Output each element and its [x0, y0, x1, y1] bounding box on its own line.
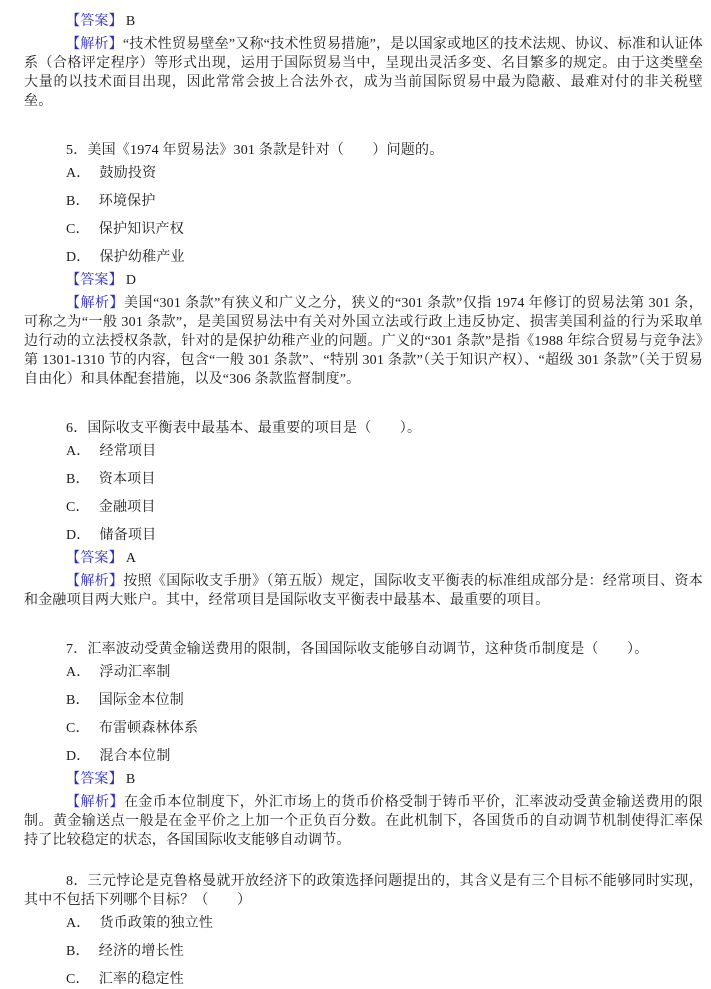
option-letter: A． [66, 916, 91, 931]
option-c [24, 498, 703, 517]
option-d [24, 248, 703, 267]
answer-value: A [125, 551, 137, 566]
option-d [24, 526, 703, 545]
option-letter: D． [66, 749, 91, 764]
question-stem: 7．汇率波动受黄金输送费用的限制，各国国际收支能够自动调节，这种货币制度是（ ）。 [66, 642, 649, 657]
answer-label: 【答案】 [66, 772, 123, 787]
option-letter: D． [66, 250, 91, 265]
option-c [24, 719, 703, 738]
option-text: 货币政策的独立性 [99, 916, 214, 931]
option-text: 经济的增长性 [98, 944, 184, 959]
analysis-label: 【解析】 [66, 296, 125, 311]
question-stem: 8．三元悖论是克鲁格曼就开放经济下的政策选择问题提出的，其含义是有三个目标不能够同时实现，其中不包括下列哪个目标？（ ） [24, 874, 703, 908]
option-letter: B． [66, 194, 90, 209]
option-letter: A． [66, 665, 91, 680]
option-text: 国际金本位制 [98, 693, 184, 708]
option-a [24, 914, 703, 933]
option-b [24, 942, 703, 961]
option-letter: A． [66, 166, 91, 181]
option-text: 经常项目 [99, 444, 157, 459]
option-b [24, 691, 703, 710]
option-letter: A． [66, 444, 91, 459]
option-letter: B． [66, 944, 90, 959]
option-letter: D． [66, 528, 91, 543]
answer-line [24, 549, 703, 568]
option-d [24, 747, 703, 766]
analysis-paragraph [24, 35, 703, 111]
answer-value: B [125, 14, 136, 29]
option-text: 鼓励投资 [99, 166, 157, 181]
answer-line [24, 271, 703, 290]
answer-line [24, 770, 703, 789]
option-a [24, 663, 703, 682]
analysis-text: “技术性贸易壁垒”又称“技术性贸易措施”，是以国家或地区的技术法规、协议、标准和认证体系（合格评定程序）等形式出现，运用于国际贸易当中，呈现出灵活多变、名目繁多的规定。由于这类壁垒大量的以技术面目出现，因此常常会披上合法外衣，成为当前国际贸易中最为隐蔽、最难对付的非关税壁垒。 [24, 37, 703, 109]
analysis-paragraph [24, 793, 703, 850]
analysis-paragraph [24, 572, 703, 610]
option-text: 保护幼稚产业 [99, 250, 185, 265]
option-text: 布雷顿森林体系 [98, 721, 199, 736]
option-letter: C． [66, 972, 90, 987]
option-letter: C． [66, 500, 90, 515]
answer-label: 【答案】 [66, 551, 123, 566]
option-letter: C． [66, 721, 90, 736]
option-text: 混合本位制 [99, 749, 171, 764]
option-text: 金融项目 [98, 500, 156, 515]
analysis-label: 【解析】 [66, 574, 124, 589]
answer-label: 【答案】 [66, 14, 123, 29]
option-letter: C． [66, 222, 90, 237]
analysis-text: 在金币本位制度下，外汇市场上的货币价格受制于铸币平价，汇率波动受黄金输送费用的限制。黄金输送点一般是在金平价之上加一个正负百分数。在此机制下，各国货币的自动调节机制使得汇率保持了比较稳定的状态，各国国际收支能够自动调节。 [24, 795, 703, 848]
analysis-text: 美国“301 条款”有狭义和广义之分，狭义的“301 条款”仅指 1974 年修订的贸易法第 301 条，可称之为“一般 301 条款”，是美国贸易法中有关对外国立法或行政上违反协定、损害美国利益的行为采取单边行动的立法授权条款，针对的是保护幼稚产业的问题。广义的“301 条款”是指《1988 年综合贸易与竞争法》第 1301-1310 节的内容，包含“一般 301 条款”、“特别 301 条款”（关于知识产权）、“超级 301 条款”（关于贸易自由化）和具体配套措施，以及“306 条款监督制度”。 [24, 296, 703, 387]
option-letter: B． [66, 472, 90, 487]
option-letter: B． [66, 693, 90, 708]
option-text: 保护知识产权 [98, 222, 184, 237]
answer-value: D [125, 273, 137, 288]
question-stem: 5．美国《1974 年贸易法》301 条款是针对（ ）问题的。 [66, 143, 444, 158]
analysis-text: 按照《国际收支手册》（第五版）规定，国际收支平衡表的标准组成部分是：经常项目、资本和金融项目两大账户。其中，经常项目是国际收支平衡表中最基本、最重要的项目。 [24, 574, 703, 608]
analysis-label: 【解析】 [66, 37, 123, 52]
option-b [24, 470, 703, 489]
analysis-paragraph [24, 294, 703, 389]
answer-label: 【答案】 [66, 273, 123, 288]
answer-value: B [125, 772, 136, 787]
analysis-label: 【解析】 [66, 795, 124, 810]
option-text: 资本项目 [98, 472, 156, 487]
option-text: 浮动汇率制 [99, 665, 171, 680]
option-b [24, 192, 703, 211]
option-c [24, 970, 703, 989]
option-a [24, 164, 703, 183]
option-text: 储备项目 [99, 528, 157, 543]
option-text: 环境保护 [98, 194, 156, 209]
option-text: 汇率的稳定性 [98, 972, 184, 987]
question-stem: 6．国际收支平衡表中最基本、最重要的项目是（ ）。 [66, 421, 422, 436]
option-a [24, 442, 703, 461]
answer-line [24, 12, 703, 31]
option-c [24, 220, 703, 239]
